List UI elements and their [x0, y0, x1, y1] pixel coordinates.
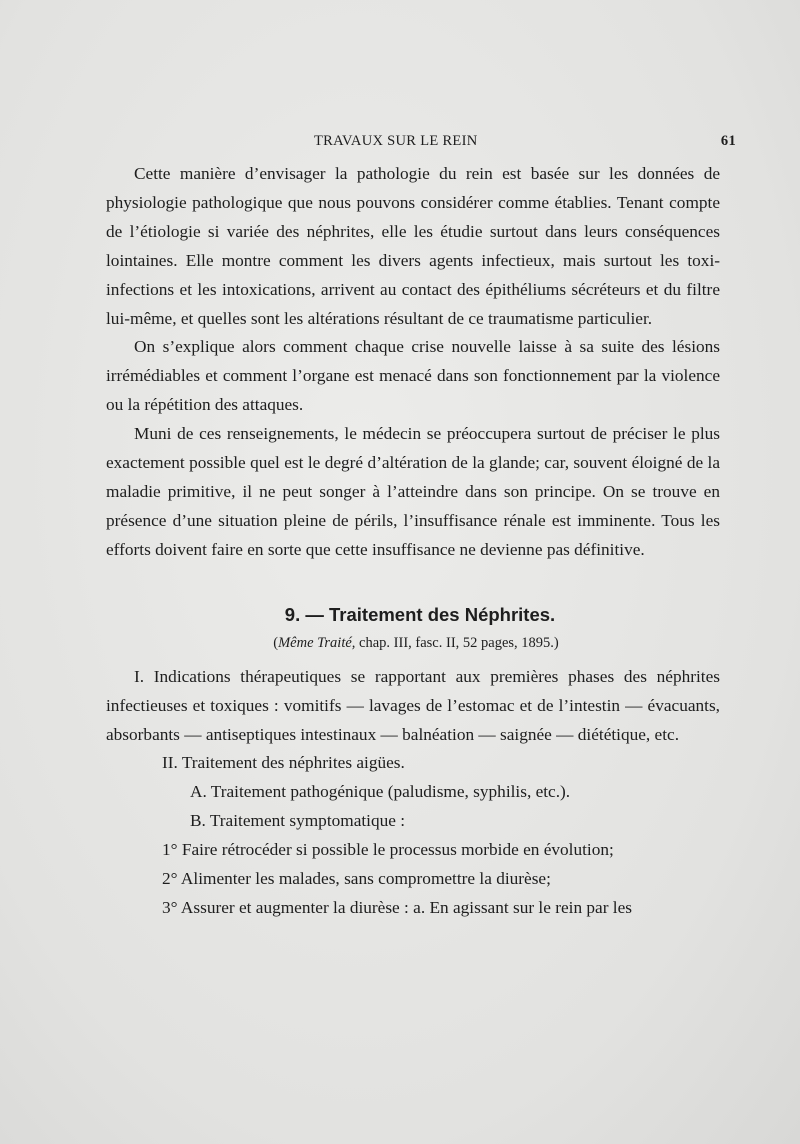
item-a: A. Traitement pathogénique (paludisme, syphilis, etc.).: [190, 782, 571, 802]
page-number: 61: [720, 133, 736, 149]
item-3: 3° Assurer et augmenter la diurèse : a. En agissant sur le rein par les: [162, 897, 632, 917]
paragraph-3: Muni de ces renseignements, le médecin se préoccupera surtout de préciser le plus exactement possible quel est le degré d’altération de la glande; car, souvent éloigné de la maladie primitive, il ne peut songer à l’atteindre dans son principe. On se trouve en présence d’une situation pleine de périls, l’insuffisance rénale est imminente. Tous les efforts doivent faire en sorte que cette insuffisance ne devienne pas définitive.: [106, 424, 720, 559]
item-1: 1° Faire rétrocéder si possible le processus morbide en évolution;: [162, 840, 614, 860]
section-title: 9. — Traitement des Néphrites.: [284, 603, 556, 625]
item-ii: II. Traitement des néphrites aigües.: [162, 753, 405, 773]
item-2: 2° Alimenter les malades, sans compromettre la diurèse;: [162, 869, 551, 889]
item-b: B. Traitement symptomatique :: [190, 811, 406, 831]
section-reference: [106, 632, 720, 654]
page-body: [106, 160, 720, 923]
running-title: TRAVAUX SUR LE REIN: [314, 133, 478, 149]
treatment-list: [106, 663, 720, 923]
ref-open: (: [273, 634, 279, 651]
ref-rest: chap. III, fasc. II, 52 pages, 1895.): [355, 634, 559, 651]
item-i: I. Indications thérapeutiques se rapportant aux premières phases des néphrites infectieuses et toxiques : vomitifs — lavages de l’estomac et de l’intestin — évacuants, absorbants — antiseptiques intestinaux — balnéation — saignée — diététique, etc.: [106, 666, 720, 744]
ref-italic: Même Traité,: [278, 634, 356, 651]
paragraph-1: Cette manière d’envisager la pathologie du rein est basée sur les données de physiologie pathologique que nous pouvons considérer comme établies. Tenant compte de l’étiologie si variée des néphrites, elle les étudie surtout dans leurs conséquences lointaines. Elle montre comment les divers agents infectieux, mais surtout les toxi-infections et les intoxications, arrivent au contact des épithéliums sécréteurs et du filtre lui-même, et quelles sont les altérations résultant de ce traumatisme particulier.: [106, 164, 720, 328]
paragraph-2: On s’explique alors comment chaque crise nouvelle laisse à sa suite des lésions irrémédiables et comment l’organe est menacé dans son fonctionnement par la violence ou la répétition des attaques.: [106, 337, 720, 415]
page-header: [106, 133, 736, 155]
